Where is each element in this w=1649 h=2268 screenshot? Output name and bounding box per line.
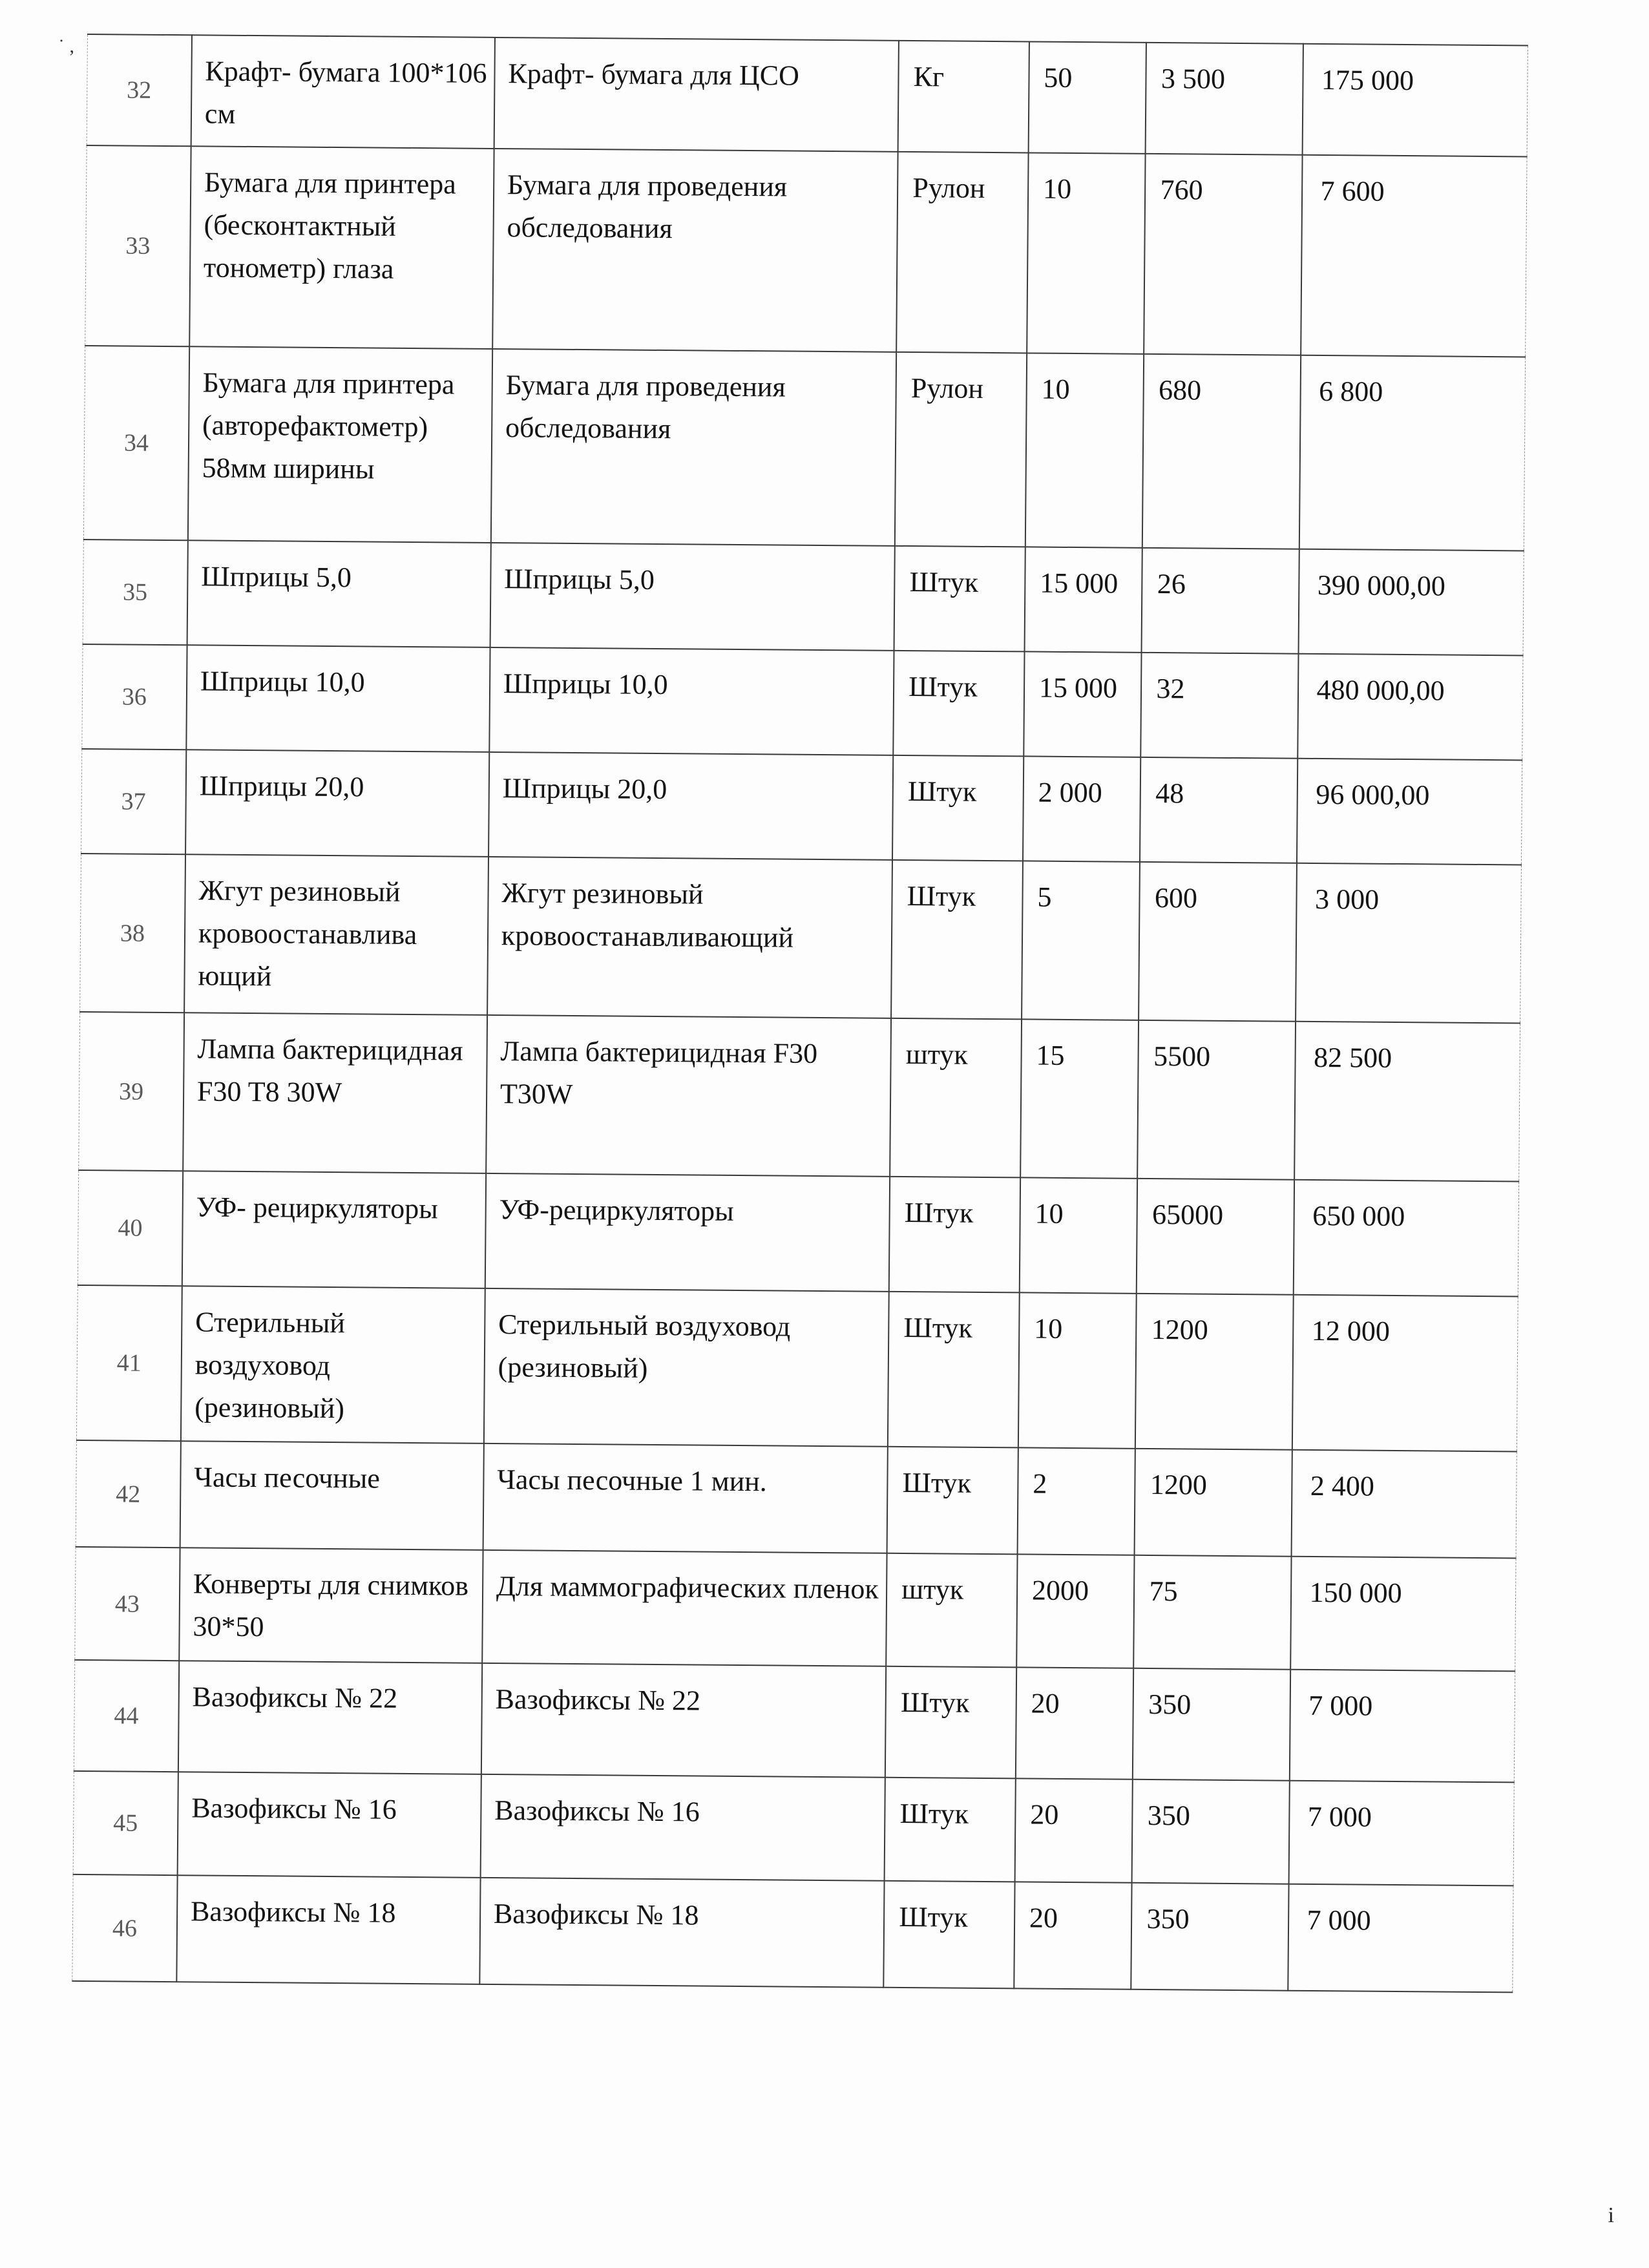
row-number: 34 [83,346,189,540]
item-price: 1200 [1135,1294,1293,1450]
item-description: Вазофиксы № 18 [479,1878,885,1988]
table-row [78,1170,1518,1297]
item-quantity: 15 000 [1024,547,1142,652]
item-name: Часы песочные [180,1441,483,1550]
item-description: Вазофиксы № 16 [480,1774,885,1881]
item-unit: Штук [885,1666,1016,1779]
item-quantity: 50 [1029,41,1147,153]
item-unit: Штук [892,755,1024,861]
table-row [76,1285,1518,1451]
item-total: 390 000,00 [1298,549,1524,656]
item-price: 760 [1144,154,1302,355]
row-number: 38 [80,854,185,1013]
table-row [87,34,1528,157]
row-number: 35 [83,540,188,645]
item-name: Конверты для снимков 30*50 [179,1548,483,1663]
item-description: Бумага для проведения обследования [492,149,898,352]
items-table [72,34,1528,1993]
item-name: Крафт- бумага 100*106 см [191,35,495,149]
item-price: 48 [1140,757,1297,863]
row-number: 32 [87,34,192,146]
item-price: 680 [1142,354,1300,549]
item-name: Шприцы 10,0 [186,645,490,752]
table-row [85,145,1527,357]
table-row [83,540,1524,656]
item-name: Лампа бактерицидная F30 T8 30W [183,1013,487,1173]
table-row [74,1660,1515,1783]
item-unit: Штук [893,651,1024,757]
item-description: Вазофиксы № 22 [481,1663,887,1778]
item-description: УФ-рециркуляторы [485,1173,890,1292]
row-number: 45 [73,1771,178,1875]
item-unit: Кг [898,41,1029,153]
item-quantity: 20 [1014,1882,1132,1989]
item-quantity: 2 000 [1023,756,1141,861]
item-total: 7 000 [1289,1670,1515,1783]
item-price: 3 500 [1146,43,1303,155]
item-unit: штук [886,1553,1017,1668]
item-total: 7 600 [1301,155,1527,357]
item-total: 480 000,00 [1297,654,1523,761]
item-quantity: 20 [1016,1667,1134,1779]
item-name: Шприцы 5,0 [187,540,490,647]
item-quantity: 20 [1014,1778,1133,1882]
item-price: 350 [1131,1883,1288,1991]
item-quantity: 10 [1018,1292,1137,1448]
row-number: 41 [76,1285,182,1441]
item-unit: Штук [883,1881,1014,1989]
item-quantity: 15 000 [1024,651,1142,757]
item-unit: штук [890,1018,1022,1178]
table-row [83,346,1525,551]
items-table-body [72,34,1528,1992]
item-description: Крафт- бумага для ЦСО [494,37,899,152]
item-quantity: 5 [1022,861,1140,1020]
item-description: Шприцы 20,0 [488,752,894,860]
row-number: 33 [85,145,191,346]
item-total: 3 000 [1296,863,1522,1024]
table-row [76,1440,1517,1559]
item-price: 5500 [1138,1020,1296,1180]
item-total: 650 000 [1293,1180,1518,1297]
row-number: 37 [81,749,187,854]
item-price: 75 [1134,1555,1291,1670]
item-unit: Штук [891,860,1023,1020]
item-total: 6 800 [1299,355,1525,551]
item-total: 12 000 [1292,1295,1518,1452]
item-name: Жгут резиновый кровоостанавлива ющий [184,854,488,1015]
row-number: 44 [74,1660,179,1772]
row-number: 46 [72,1874,178,1982]
item-description: Шприцы 10,0 [489,647,894,755]
item-total: 7 000 [1288,1884,1513,1993]
item-quantity: 10 [1025,353,1144,547]
item-total: 150 000 [1290,1557,1516,1672]
item-name: Стерильный воздуховод (резиновый) [181,1286,485,1444]
table-row [73,1771,1514,1886]
item-price: 26 [1142,548,1299,654]
item-price: 350 [1132,1780,1289,1884]
item-description: Для маммографических пленок [482,1550,887,1666]
item-description: Жгут резиновый кровоостанавливающий [487,857,892,1018]
item-quantity: 10 [1020,1177,1138,1293]
item-total: 96 000,00 [1296,759,1522,865]
item-name: Бумага для принтера (авторефактометр) 58мм ширины [188,346,492,543]
item-name: УФ- рециркуляторы [182,1171,486,1288]
table-row [75,1547,1516,1672]
item-unit: Штук [894,546,1025,652]
item-name: Вазофиксы № 22 [178,1661,482,1774]
item-price: 350 [1133,1668,1290,1781]
item-description: Стерильный воздуховод (резиновый) [484,1288,889,1447]
row-number: 43 [75,1547,180,1661]
item-total: 7 000 [1288,1781,1514,1886]
item-quantity: 2000 [1016,1554,1135,1668]
item-name: Шприцы 20,0 [185,750,489,857]
row-number: 42 [76,1440,181,1548]
row-number: 40 [78,1170,183,1286]
item-total: 2 400 [1291,1450,1517,1559]
item-description: Часы песочные 1 мин. [483,1444,888,1553]
item-quantity: 15 [1020,1019,1139,1178]
item-price: 32 [1141,653,1298,759]
table-row [81,749,1522,865]
item-price: 600 [1139,862,1297,1022]
row-number: 36 [82,644,187,750]
item-unit: Штук [888,1292,1020,1448]
item-unit: Рулон [895,352,1027,547]
item-description: Бумага для проведения обследования [491,349,897,546]
item-quantity: 10 [1027,152,1146,353]
table-row [79,1012,1520,1181]
item-unit: Штук [885,1778,1016,1882]
item-total: 175 000 [1302,44,1528,157]
item-quantity: 2 [1017,1447,1135,1555]
item-price: 1200 [1135,1449,1292,1557]
corner-mark: i [1608,2203,1614,2227]
item-unit: Штук [887,1447,1018,1555]
item-description: Шприцы 5,0 [490,543,895,651]
item-name: Вазофиксы № 16 [177,1772,481,1878]
item-description: Лампа бактерицидная F30 T30W [486,1015,891,1177]
item-name: Бумага для принтера (бесконтактный тонометр) глаза [189,146,494,349]
table-row [80,854,1522,1023]
table-row [72,1874,1513,1993]
item-unit: Рулон [896,152,1028,353]
scan-specks: ˙ , [58,36,74,57]
row-number: 39 [79,1012,184,1171]
item-name: Вазофиксы № 18 [176,1875,480,1984]
item-total: 82 500 [1294,1022,1520,1182]
item-price: 65000 [1137,1179,1294,1295]
table-row [82,644,1523,761]
item-unit: Штук [889,1177,1020,1293]
